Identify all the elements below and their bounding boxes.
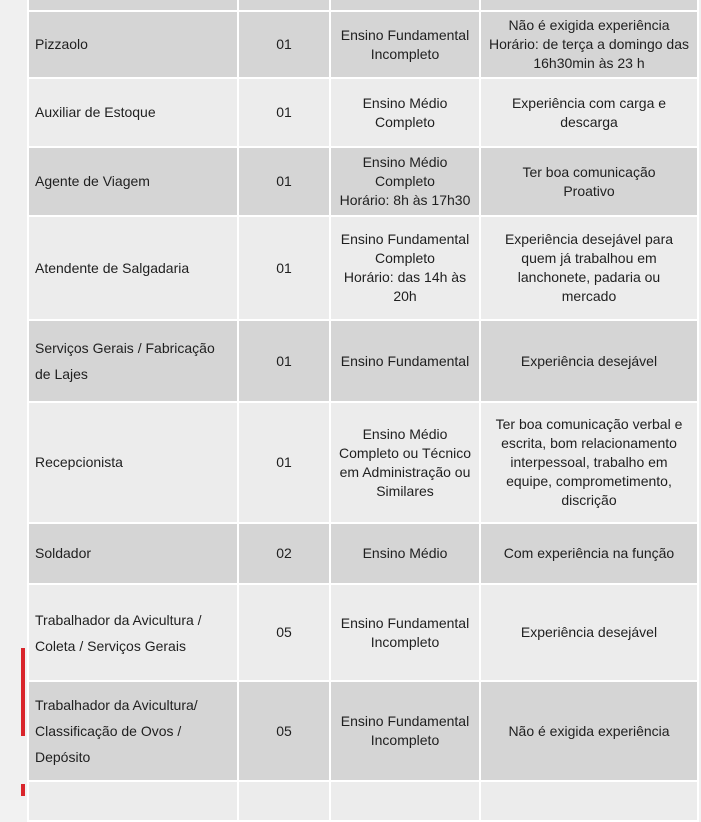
requirements-cell: Ter boa comunicação Proativo (522, 163, 656, 199)
role-cell: Pizzaolo (35, 36, 88, 52)
requirements-cell: Não é exigida experiência (508, 722, 670, 739)
table-row (28, 78, 698, 147)
education-cell: Ensino Médio (362, 545, 448, 561)
education-cell: Ensino Médio Completo ou Técnico em Administração ou Similares (338, 425, 472, 499)
requirements-cell: Experiência desejável (520, 624, 658, 640)
accent-bar (21, 648, 25, 736)
quantity-cell: 01 (276, 259, 292, 276)
quantity-cell: 01 (276, 173, 292, 189)
table-row (28, 402, 698, 523)
table-row (28, 523, 698, 584)
table-row (28, 216, 698, 320)
role-cell: Soldador (35, 545, 92, 561)
job-vacancies-table (27, 0, 699, 822)
education-cell: Ensino Fundamental Incompleto (340, 713, 470, 748)
quantity-cell: 02 (276, 545, 292, 561)
role-cell: Trabalhador da Avicultura / Coleta / Serviços Gerais (35, 611, 202, 654)
role-cell: Atendente de Salgadaria (35, 259, 190, 276)
quantity-cell: 01 (276, 454, 292, 470)
quantity-cell: 05 (276, 624, 292, 640)
table-row (28, 681, 698, 781)
education-cell: Ensino Fundamental Incompleto (340, 26, 470, 62)
requirements-cell: Experiência desejável para quem já trabalhou em lanchonete, padaria ou mercado (504, 231, 674, 304)
requirements-cell: Experiência desejável (520, 352, 658, 369)
requirements-cell: Ter boa comunicação verbal e escrita, bom relacionamento interpessoal, trabalho em equipe, comprometimento, discrição (495, 416, 683, 508)
education-cell: Ensino Médio Completo Horário: 8h às 17h30 (339, 154, 471, 208)
role-cell: Auxiliar de Estoque (35, 104, 156, 120)
role-cell: Trabalhador da Avicultura/ Classificação de Ovos / Depósito (35, 697, 198, 765)
quantity-cell: 01 (276, 352, 292, 369)
education-cell: Ensino Fundamental Incompleto (340, 614, 470, 650)
quantity-cell: 01 (276, 104, 292, 120)
education-cell: Ensino Fundamental Completo Horário: das 14h às 20h (340, 231, 470, 304)
role-cell: Agente de Viagem (35, 173, 150, 189)
education-cell: Ensino Fundamental (340, 352, 470, 369)
requirements-cell: Experiência com carga e descarga (511, 94, 667, 130)
quantity-cell: 01 (276, 36, 292, 52)
requirements-cell: Com experiência na função (503, 545, 675, 561)
table-row (28, 11, 698, 78)
table-row (28, 147, 698, 216)
accent-bar-bottom (21, 784, 25, 796)
table-row (28, 584, 698, 681)
quantity-cell: 05 (276, 722, 292, 739)
education-cell: Ensino Médio Completo (362, 94, 448, 130)
table-row (28, 781, 698, 821)
role-cell: Recepcionista (35, 454, 123, 470)
requirements-cell: Não é exigida experiência Horário: de terça a domingo das 16h30min às 23 h (489, 17, 689, 71)
role-cell: Serviços Gerais / Fabricação de Lajes (35, 340, 215, 382)
table-row (28, 0, 698, 11)
table-row (28, 320, 698, 402)
